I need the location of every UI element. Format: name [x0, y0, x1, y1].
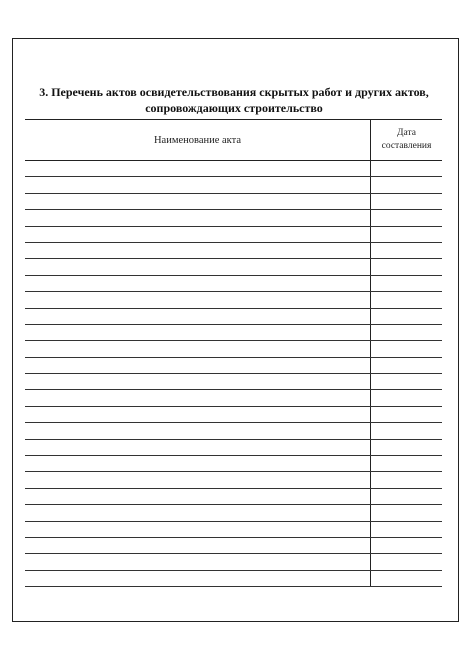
table-row	[25, 456, 442, 472]
table-row	[25, 325, 442, 341]
acts-table	[25, 119, 442, 587]
table-row	[25, 259, 442, 275]
section-title	[26, 84, 442, 116]
column-header-act-name: Наименование акта	[153, 134, 242, 146]
date-cell	[370, 243, 442, 258]
table-row	[25, 194, 442, 210]
date-cell	[370, 472, 442, 487]
date-cell	[370, 374, 442, 389]
date-cell	[370, 325, 442, 340]
date-cell	[370, 440, 442, 455]
date-cell	[370, 390, 442, 405]
date-cell	[370, 227, 442, 242]
table-row	[25, 243, 442, 259]
table-row	[25, 210, 442, 226]
date-cell	[370, 407, 442, 422]
table-row	[25, 276, 442, 292]
table-row	[25, 390, 442, 406]
table-row	[25, 292, 442, 308]
table-row	[25, 522, 442, 538]
table-row	[25, 358, 442, 374]
table-row	[25, 374, 442, 390]
date-cell	[370, 456, 442, 471]
section-title-line-2: сопровождающих строительство	[145, 101, 323, 115]
column-header-date-line-2: составления	[381, 141, 432, 151]
table-row	[25, 177, 442, 193]
date-cell	[370, 309, 442, 324]
column-header-date-line-1: Дата	[397, 128, 416, 138]
date-cell	[370, 423, 442, 438]
date-cell	[370, 194, 442, 209]
date-cell	[370, 177, 442, 192]
table-body	[25, 161, 442, 587]
table-row	[25, 309, 442, 325]
date-cell	[370, 341, 442, 356]
table-row	[25, 423, 442, 439]
date-cell	[370, 259, 442, 274]
table-row	[25, 505, 442, 521]
table-row	[25, 472, 442, 488]
date-cell	[370, 571, 442, 586]
table-row	[25, 161, 442, 177]
date-cell	[370, 210, 442, 225]
date-cell	[370, 489, 442, 504]
date-cell	[370, 522, 442, 537]
table-row	[25, 341, 442, 357]
table-row	[25, 440, 442, 456]
date-cell	[370, 554, 442, 569]
date-cell	[370, 505, 442, 520]
date-cell	[370, 358, 442, 373]
table-row	[25, 489, 442, 505]
date-cell	[370, 538, 442, 553]
table-row	[25, 407, 442, 423]
section-title-line-1: 3. Перечень актов освидетельствования скрытых работ и других актов,	[39, 85, 429, 99]
table-row	[25, 227, 442, 243]
table-row	[25, 538, 442, 554]
date-cell	[370, 161, 442, 176]
table-row	[25, 571, 442, 587]
table-header	[25, 120, 442, 161]
date-cell	[370, 292, 442, 307]
table-row	[25, 554, 442, 570]
column-header-date	[370, 120, 442, 160]
date-cell	[370, 276, 442, 291]
